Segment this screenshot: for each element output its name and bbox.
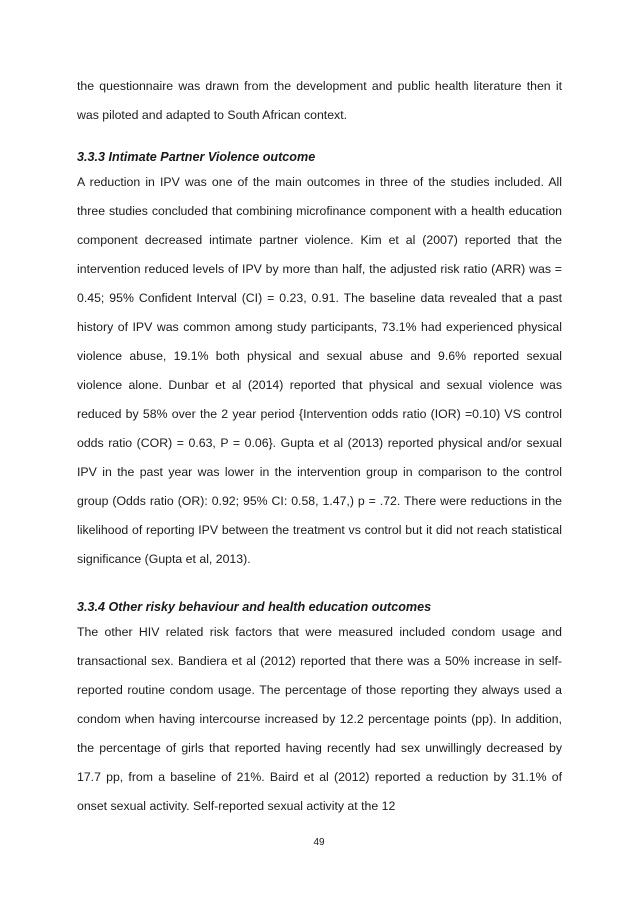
risky-behaviour-paragraph: The other HIV related risk factors that were measured included condom usage and transactional sex. Bandiera et al (2012) reported that there was a 50% increase in self-reported routine condom usage. The percentage of those reporting they always used a condom when having intercourse increased by 12.2 percentage points (pp). In addition, the percentage of girls that reported having recently had sex unwillingly decreased by 17.7 pp, from a baseline of 21%. Baird et al (2012) reported a reduction by 31.1% of onset sexual activity. Self-reported sexual activity at the 12 — [77, 625, 562, 813]
section-heading-ipv: 3.3.3 Intimate Partner Violence outcome — [77, 150, 316, 164]
ipv-paragraph: A reduction in IPV was one of the main outcomes in three of the studies included. All three studies concluded that combining microfinance component with a health education component decreased intimate partner violence. Kim et al (2007) reported that the intervention reduced levels of IPV by more than half, the adjusted risk ratio (ARR) was = 0.45; 95% Confident Interval (CI) = 0.23, 0.91. The baseline data revealed that a past history of IPV was common among study participants, 73.1% had experienced physical violence abuse, 19.1% both physical and sexual abuse and 9.6% reported sexual violence alone. Dunbar et al (2014) reported that physical and sexual violence was reduced by 58% over the 2 year period {Intervention odds ratio (IOR) =0.10) VS control odds ratio (COR) = 0.63, P = 0.06}. Gupta et al (2013) reported physical and/or sexual IPV in the past year was lower in the intervention group in comparison to the control group (Odds ratio (OR): 0.92; 95% CI: 0.58, 1.47,) p = .72. There were reductions in the likelihood of reporting IPV between the treatment vs control but it did not reach statistical significance (Gupta et al, 2013). — [77, 175, 562, 566]
page-number: 49 — [313, 837, 325, 848]
intro-paragraph: the questionnaire was drawn from the development and public health literature then it was piloted and adapted to South African context. — [77, 79, 562, 122]
section-heading-risky-behaviour: 3.3.4 Other risky behaviour and health education outcomes — [77, 600, 432, 614]
